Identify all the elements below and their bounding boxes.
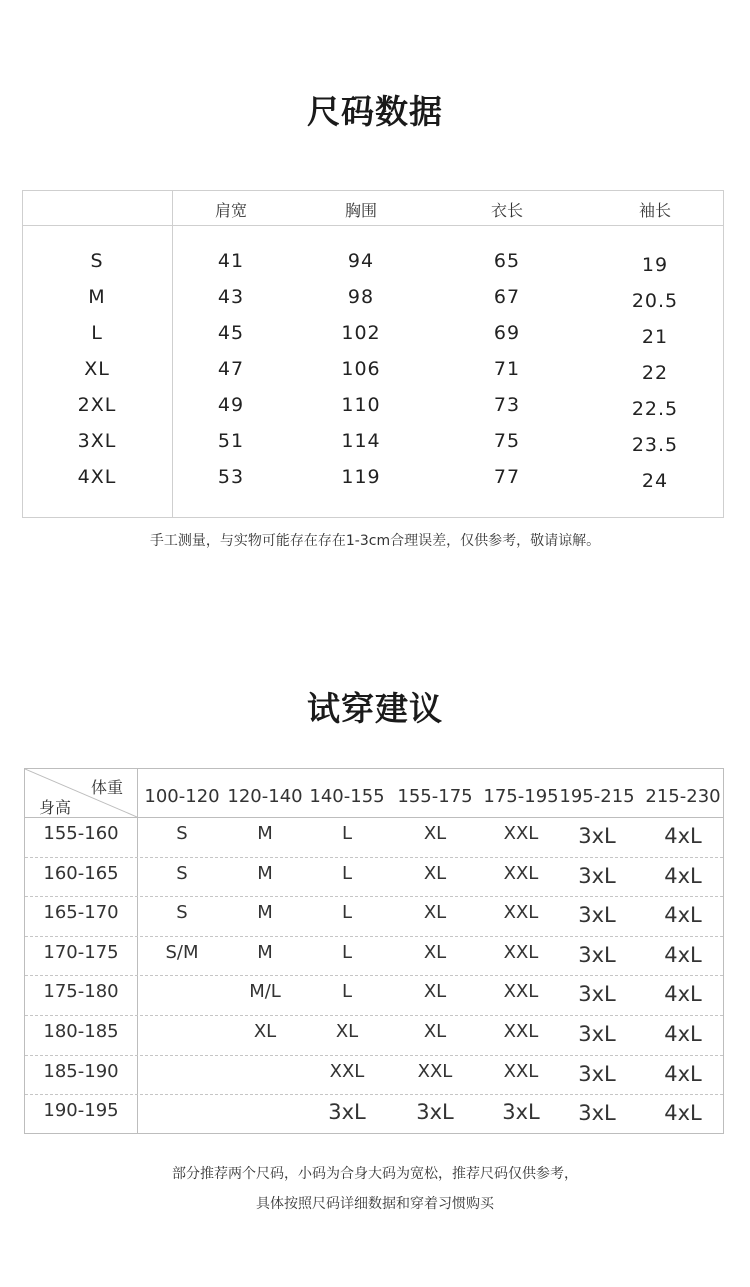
- size-table-header: 衣长: [490, 201, 524, 220]
- measurement-note: 手工测量，与实物可能存在存在1-3cm合理误差，仅供参考，敬请谅解。: [149, 533, 601, 549]
- size-measure-cell: 21: [641, 326, 669, 348]
- height-range-label: 155-160: [43, 823, 119, 844]
- recommended-size-cell: 4xL: [664, 1101, 702, 1126]
- recommended-size-cell: XXL: [503, 902, 539, 924]
- size-label: 4XL: [77, 466, 117, 488]
- size-label: 2XL: [77, 394, 117, 416]
- row-divider: [25, 896, 723, 897]
- size-measure-cell: 119: [341, 466, 381, 488]
- size-measure-cell: 71: [493, 358, 521, 380]
- recommended-size-cell: S/M: [165, 941, 199, 963]
- recommended-size-cell: 3xL: [578, 982, 616, 1007]
- recommended-size-cell: XL: [335, 1021, 359, 1042]
- recommended-size-cell: 4xL: [664, 903, 702, 928]
- height-range-label: 180-185: [43, 1021, 119, 1042]
- size-measure-cell: 45: [217, 322, 245, 344]
- size-measure-cell: 102: [341, 322, 381, 344]
- weight-range-header: 175-195: [483, 786, 559, 807]
- recommended-size-cell: M: [257, 941, 273, 963]
- recommended-size-cell: 4xL: [664, 982, 702, 1007]
- recommended-size-cell: 3xL: [578, 942, 616, 967]
- corner-height-label: 身高: [39, 798, 72, 817]
- row-divider: [25, 975, 723, 976]
- size-measure-cell: 41: [217, 250, 245, 272]
- size-measure-cell: 77: [493, 466, 521, 488]
- size-measure-cell: 69: [493, 322, 521, 344]
- recommended-size-cell: M: [257, 823, 273, 844]
- weight-range-header: 120-140: [227, 786, 303, 807]
- height-range-label: 170-175: [43, 941, 119, 963]
- recommended-size-cell: XXL: [503, 1060, 539, 1082]
- size-measure-cell: 47: [217, 358, 245, 380]
- size-label: 3XL: [77, 430, 117, 452]
- recommended-size-cell: XL: [423, 902, 447, 924]
- recommended-size-cell: 4xL: [664, 942, 702, 967]
- row-divider: [25, 936, 723, 937]
- size-measure-cell: 98: [347, 286, 375, 308]
- size-measure-cell: 94: [347, 250, 375, 272]
- row-divider: [25, 1094, 723, 1095]
- recommended-size-cell: 3xL: [502, 1100, 540, 1125]
- size-measure-cell: 73: [493, 394, 521, 416]
- recommended-size-cell: XXL: [503, 1021, 539, 1042]
- recommended-size-cell: S: [176, 902, 188, 924]
- recommended-size-cell: 3xL: [578, 903, 616, 928]
- recommended-size-cell: XL: [253, 1021, 277, 1042]
- recommended-size-cell: M/L: [249, 981, 281, 1003]
- header-divider: [23, 225, 723, 226]
- size-column-divider: [172, 191, 173, 517]
- recommended-size-cell: XXL: [329, 1060, 365, 1082]
- recommended-size-cell: M: [257, 862, 273, 884]
- row-divider: [25, 817, 723, 818]
- recommended-size-cell: 3xL: [416, 1100, 454, 1125]
- weight-range-header: 100-120: [144, 786, 220, 807]
- recommended-size-cell: S: [176, 823, 188, 844]
- recommended-size-cell: 4xL: [664, 1022, 702, 1046]
- recommended-size-cell: 4xL: [664, 1061, 702, 1086]
- size-measure-cell: 19: [641, 254, 669, 276]
- size-data-table: [22, 190, 724, 518]
- recommended-size-cell: XL: [423, 1021, 447, 1042]
- weight-range-header: 195-215: [559, 786, 635, 807]
- recommended-size-cell: 3xL: [578, 1101, 616, 1126]
- size-measure-cell: 20.5: [631, 290, 679, 312]
- row-divider: [25, 1015, 723, 1016]
- recommended-size-cell: L: [341, 902, 353, 924]
- recommended-size-cell: L: [341, 981, 353, 1003]
- recommended-size-cell: 4xL: [664, 863, 702, 888]
- recommended-size-cell: M: [257, 902, 273, 924]
- size-table-header: 肩宽: [214, 201, 248, 220]
- corner-weight-label: 体重: [91, 778, 124, 797]
- size-measure-cell: 110: [341, 394, 381, 416]
- height-range-label: 175-180: [43, 981, 119, 1003]
- recommended-size-cell: 3xL: [578, 863, 616, 888]
- height-range-label: 190-195: [43, 1100, 119, 1122]
- size-table-header: 袖长: [638, 201, 672, 220]
- size-label: L: [91, 322, 103, 344]
- recommended-size-cell: 3xL: [578, 1061, 616, 1086]
- row-divider: [25, 1055, 723, 1056]
- recommended-size-cell: XL: [423, 823, 447, 844]
- size-measure-cell: 22: [641, 362, 669, 384]
- recommended-size-cell: L: [341, 941, 353, 963]
- height-range-label: 185-190: [43, 1060, 119, 1082]
- recommended-size-cell: XXL: [417, 1060, 453, 1082]
- size-measure-cell: 51: [217, 430, 245, 452]
- weight-range-header: 215-230: [645, 786, 721, 807]
- size-table-header: 胸围: [344, 201, 378, 220]
- recommended-size-cell: XXL: [503, 862, 539, 884]
- recommended-size-cell: S: [176, 862, 188, 884]
- recommended-size-cell: 3xL: [578, 1022, 616, 1046]
- recommended-size-cell: XXL: [503, 941, 539, 963]
- size-measure-cell: 22.5: [631, 398, 679, 420]
- row-divider: [25, 857, 723, 858]
- weight-range-header: 140-155: [309, 786, 385, 807]
- recommended-size-cell: L: [341, 823, 353, 844]
- recommended-size-cell: 4xL: [664, 824, 702, 848]
- recommended-size-cell: XL: [423, 862, 447, 884]
- height-column-divider: [137, 769, 138, 1133]
- size-measure-cell: 43: [217, 286, 245, 308]
- size-measure-cell: 53: [217, 466, 245, 488]
- size-label: M: [88, 286, 106, 308]
- size-label: S: [90, 250, 104, 272]
- size-measure-cell: 75: [493, 430, 521, 452]
- recommended-size-cell: XXL: [503, 981, 539, 1003]
- size-measure-cell: 23.5: [631, 434, 679, 456]
- height-range-label: 165-170: [43, 902, 119, 924]
- fit-advice-line-2: 具体按照尺码详细数据和穿着习惯购买: [256, 1196, 494, 1212]
- size-measure-cell: 24: [641, 470, 669, 492]
- size-measure-cell: 49: [217, 394, 245, 416]
- size-measure-cell: 65: [493, 250, 521, 272]
- recommended-size-cell: XXL: [503, 823, 539, 844]
- recommended-size-cell: XL: [423, 941, 447, 963]
- size-label: XL: [84, 358, 110, 380]
- fit-advice-title: 试穿建议: [307, 689, 443, 728]
- size-measure-cell: 114: [341, 430, 381, 452]
- size-data-title: 尺码数据: [307, 92, 443, 131]
- recommended-size-cell: L: [341, 862, 353, 884]
- fit-advice-table: [24, 768, 724, 1134]
- size-measure-cell: 67: [493, 286, 521, 308]
- recommended-size-cell: 3xL: [328, 1100, 366, 1125]
- height-range-label: 160-165: [43, 862, 119, 884]
- size-measure-cell: 106: [341, 358, 381, 380]
- recommended-size-cell: XL: [423, 981, 447, 1003]
- recommended-size-cell: 3xL: [578, 824, 616, 848]
- weight-range-header: 155-175: [397, 786, 473, 807]
- fit-advice-line-1: 部分推荐两个尺码，小码为合身大码为宽松，推荐尺码仅供参考，: [172, 1166, 578, 1182]
